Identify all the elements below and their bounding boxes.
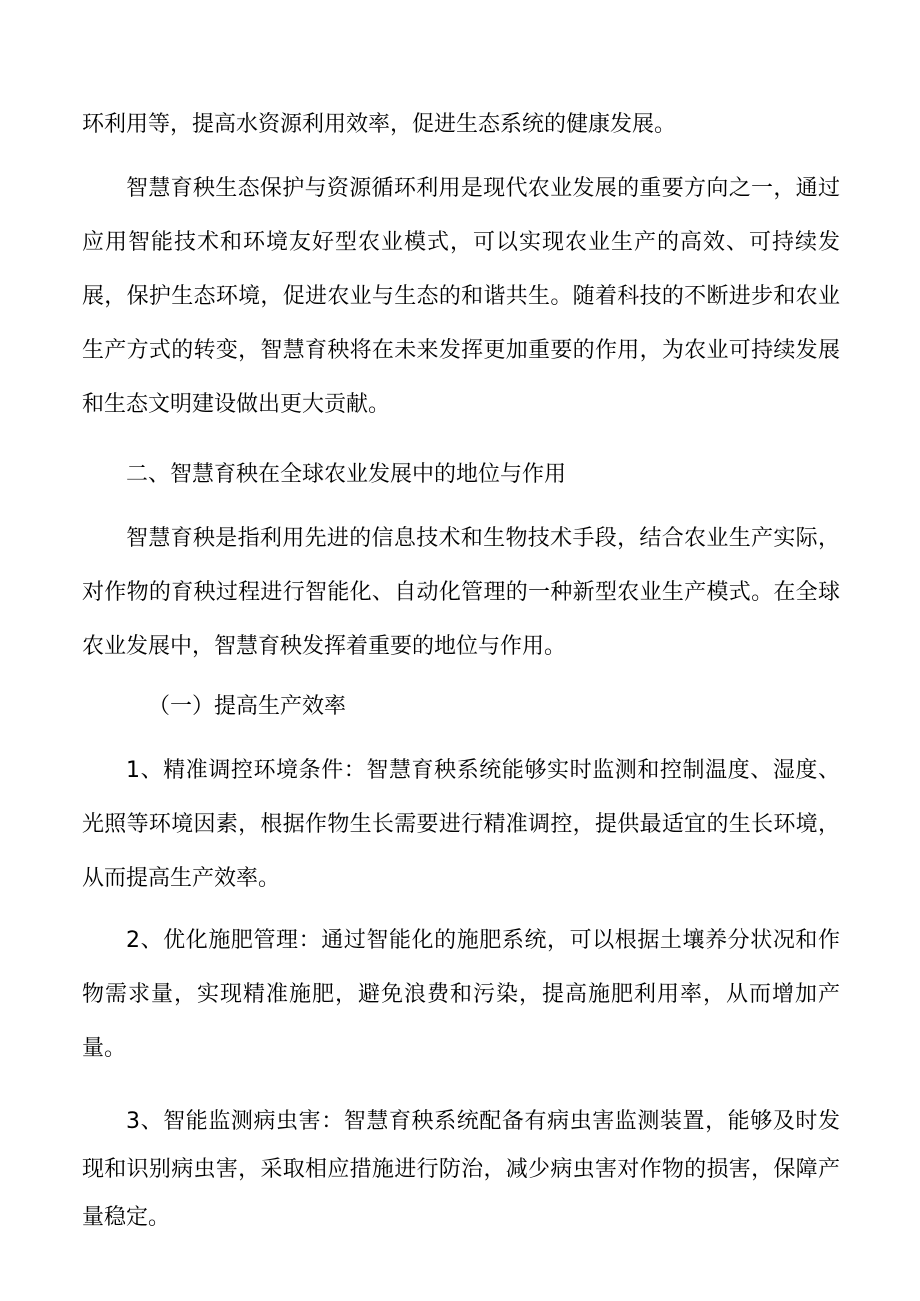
paragraph-item-1: 1、精准调控环境条件：智慧育秧系统能够实时监测和控制温度、湿度、光照等环境因素，根据作物生长需要进行精准调控，提供最适宜的生长环境，从而提高生产效率。 (82, 758, 840, 891)
paragraph-ecological-protection: 智慧育秧生态保护与资源循环利用是现代农业发展的重要方向之一，通过应用智能技术和环境友好型农业模式，可以实现农业生产的高效、可持续发展，保护生态环境，促进农业与生态的和谐共生。随着科技的不断进步和农业生产方式的转变，智慧育秧将在未来发挥更加重要的作用，为农业可持续发展和生态文明建设做出更大贡献。 (82, 176, 840, 417)
paragraph-item-3: 3、智能监测病虫害：智慧育秧系统配备有病虫害监测装置，能够及时发现和识别病虫害，采取相应措施进行防治，减少病虫害对作物的损害，保障产量稳定。 (82, 1109, 840, 1230)
subsection-heading: （一）提高生产效率 (148, 694, 347, 719)
paragraph-continuation: 环利用等，提高水资源利用效率，促进生态系统的健康发展。 (82, 112, 677, 137)
paragraph-item-2: 2、优化施肥管理：通过智能化的施肥系统，可以根据土壤养分状况和作物需求量，实现精准施肥，避免浪费和污染，提高施肥利用率，从而增加产量。 (82, 928, 840, 1061)
section-heading: 二、智慧育秧在全球农业发展中的地位与作用 (126, 462, 567, 487)
paragraph-definition: 智慧育秧是指利用先进的信息技术和生物技术手段，结合农业生产实际，对作物的育秧过程进行智能化、自动化管理的一种新型农业生产模式。在全球农业发展中，智慧育秧发挥着重要的地位与作用。 (82, 526, 840, 659)
